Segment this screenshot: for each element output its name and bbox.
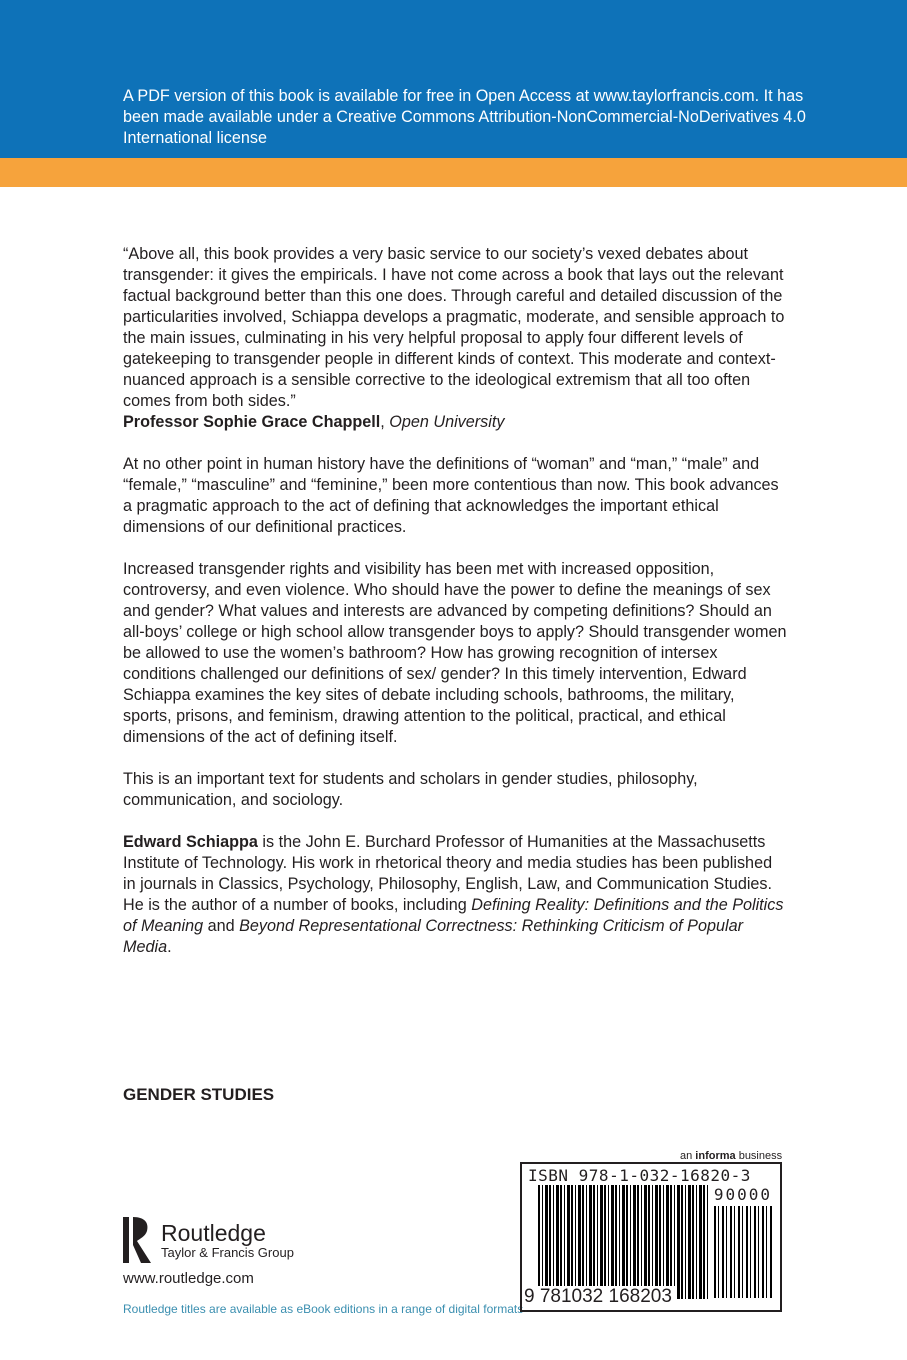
author-name: Edward Schiappa [123,833,258,851]
bio-text: and [203,917,240,935]
informa-tagline [680,1150,782,1162]
addon-barcode-bars [714,1206,774,1298]
price-code: 90000 [713,1185,772,1204]
book-title: Beyond Representational Correctness: Rethinking Criticism of Popular Media [123,917,743,956]
publisher-name: Routledge [161,1219,266,1246]
endorsement: “Above all, this book provides a very basic service to our society’s vexed debates about transgender: it gives the empiricals. I have not come across a book that lays out the relevant factual background better than this one does. Through careful and detailed discussion of the particularities involved, Schiappa develops a pragmatic, moderate, and sensible approach to the main issues, culminating in his very helpful proposal to apply four different levels of gatekeeping to transgender people in different kinds of context. This moderate and context-nuanced approach is a sensible corrective to the ideological extremism that all too often comes from both sides.” Professor Sophie Grace Chappell, Open University [123,245,785,431]
publisher-group: Taylor & Francis Group [161,1244,294,1260]
description-paragraph: This is an important text for students and scholars in gender studies, philosophy, communication, and sociology. [123,770,698,809]
back-cover-text [123,244,787,979]
subject-category: GENDER STUDIES [123,1085,275,1104]
isbn-barcode [520,1162,782,1312]
publisher-website[interactable]: www.routledge.com [123,1270,254,1287]
quote-affiliation: Open University [389,413,505,431]
barcode-bars [538,1185,708,1299]
tagline-brand: informa [695,1150,736,1162]
quote-text: “Above all, this book provides a very basic service to our society’s vexed debates about transgender: it gives the empiricals. I have not come across a book that lays out the relevant factual background better than this one does. Through careful and detailed discussion of the particularities involved, Schiappa develops a pragmatic, moderate, and sensible approach to the main issues, culminating in his very helpful proposal to apply four different levels of gatekeeping to transgender people in different kinds of context. This moderate and context-nuanced approach is a sensible corrective to the ideological extremism that all too often comes from both sides.” [123,245,785,410]
orange-stripe [0,158,907,187]
routledge-logo [123,1215,294,1265]
open-access-notice: A PDF version of this book is available for free in Open Access at www.taylorfrancis.com. It has been made available under a Creative Commons Attribution-NonCommercial-NoDerivatives 4.0 International license [123,87,806,147]
bio-text: . [167,938,172,956]
routledge-r-icon [123,1215,155,1265]
description-paragraph: Increased transgender rights and visibility has been met with increased opposition, controversy, and even violence. Who should have the power to define the meanings of sex and gender? What values and interests are advanced by competing definitions? Should an all-boys’ college or high school allow transgender boys to apply? Should transgender women be allowed to use the women’s bathroom? How has growing recognition of intersex conditions challenged our definitions of sex/ gender? In this timely intervention, Edward Schiappa examines the key sites of debate including schools, bathrooms, the military, sports, prisons, and feminism, drawing attention to the political, practical, and ethical dimensions of the act of defining itself. [123,560,787,746]
tagline-text: an [680,1150,696,1162]
quote-author: Professor Sophie Grace Chappell [123,413,381,431]
tagline-text: business [735,1150,783,1162]
isbn-text: ISBN 978-1-032-16820-3 [528,1166,751,1185]
bio-text: is the John E. Burchard Professor of Humanities at the Massachusetts Institute of Technology. His work in rhetorical theory and media studies has been published in journals in Classics, Psychology, Philosophy, English, Law, and Communication Studies. He is the author of a number of books, including [123,833,773,914]
description-paragraph: At no other point in human history have the definitions of “woman” and “man,” “male” and “female,” “masculine” and “feminine,” been more contentious than now. This book advances a pragmatic approach to the act of defining that acknowledges the important ethical dimensions of our definitional practices. [123,455,779,536]
book-title: Defining Reality: Definitions and the Politics of Meaning [123,896,784,935]
author-bio [123,832,787,958]
ebook-note: Routledge titles are available as eBook editions in a range of digital formats [123,1302,524,1316]
barcode-digits: 9 781032 168203 [524,1286,675,1308]
